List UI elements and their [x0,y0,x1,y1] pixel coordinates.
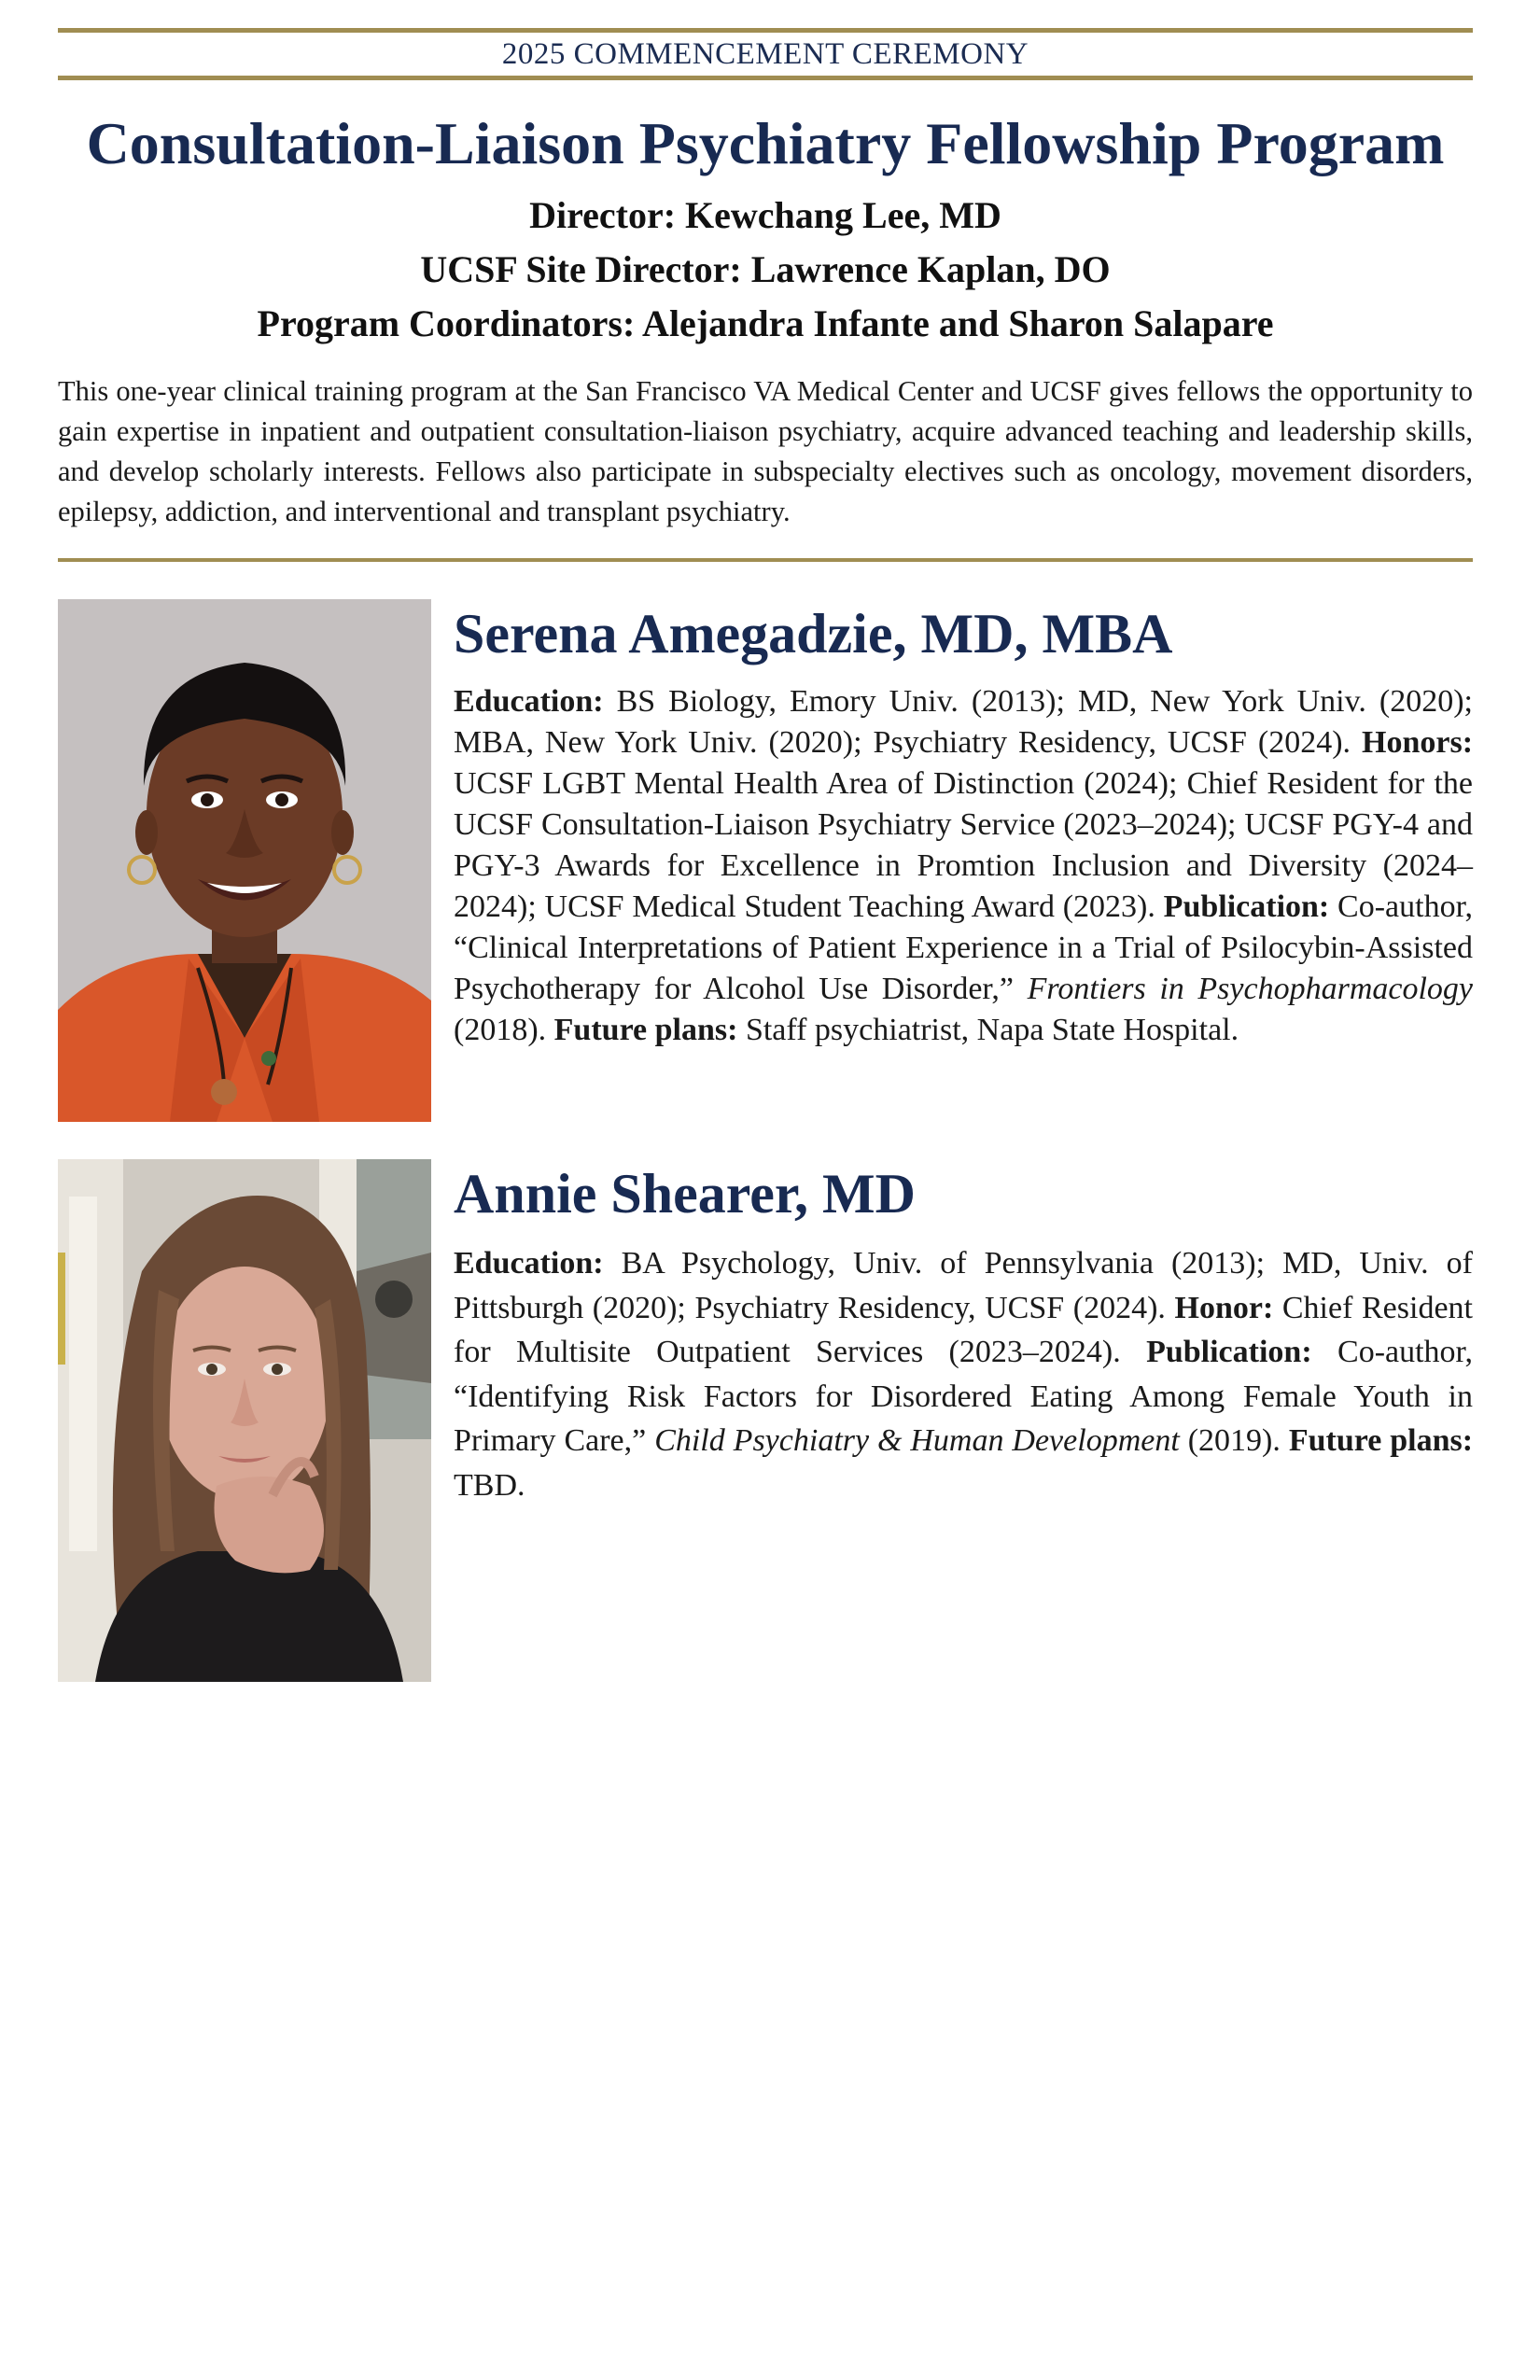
fellow-name: Annie Shearer, MD [454,1163,916,1225]
education-label: Education: [454,1246,604,1281]
section-gold-rule [58,558,1473,562]
honors-text: Chief Resident for Multisite Outpatient Services (2023–2024). [454,1290,1473,1369]
site-director-line: UCSF Site Director: Lawrence Kaplan, DO [420,248,1111,290]
journal-title: Frontiers in Psychopharmacology [1027,972,1474,1006]
journal-year: (2019). [1187,1423,1281,1458]
fellow-photo [58,1159,431,1682]
journal-year: (2018). [454,1013,547,1047]
fellow-bio [454,681,1473,1051]
fellow-bio [454,1241,1473,1507]
program-title: Consultation-Liaison Psychiatry Fellowship Program [86,110,1445,176]
program-description: This one-year clinical training program at the San Francisco VA Medical Center and UCSF gives fellows the opportunity to gain expertise in inpatient and outpatient consultation-liaison psychiatry, acquire advanced teaching and leadership skills, and develop scholarly interests. Fellows also participate in subspecialty electives such as oncology, movement disorders, epilepsy, addiction, and interventional and transplant psychiatry. [58,375,1473,527]
education-text: BS Biology, Emory Univ. (2013); MD, New York Univ. (2020); MBA, New York Univ. (2020); Psychiatry Residency, UCSF (2024). [454,684,1473,760]
journal-title: Child Psychiatry & Human Development [654,1423,1180,1458]
ceremony-heading: 2025 COMMENCEMENT CEREMONY [501,37,1029,71]
program-page [58,28,1473,1682]
publication-label: Publication: [1163,889,1330,924]
future-plans-text: TBD. [454,1467,525,1503]
publication-label: Publication: [1146,1335,1312,1369]
honors-text: UCSF LGBT Mental Health Area of Distinction (2024); Chief Resident for the UCSF Consultation-Liaison Psychiatry Service (2023–2024); UCSF PGY-4 and PGY-3 Awards for Excellence in Promtion Inclusion and Diversity (2024–2024); UCSF Medical Student Teaching Award (2023). [454,766,1473,924]
publication-text: Co-author, “Clinical Interpretations of Patient Experience in a Trial of Psilocybin-Assisted Psychotherapy for Alcohol Use Disorder,” [454,889,1474,1006]
fellow-bio-column [454,1159,1473,1507]
portrait-image [58,599,431,1122]
publication-text: Co-author, “Identifying Risk Factors for Disordered Eating Among Female Youth in Primary Care,” [454,1335,1474,1458]
honors-label: Honor: [1174,1290,1274,1325]
future-plans-label: Future plans: [1288,1423,1474,1458]
fellow-bio-column [454,599,1473,1051]
second-gold-rule [58,76,1473,80]
education-label: Education: [454,684,604,719]
portrait-image [58,1159,431,1682]
fellow-entry [58,599,1473,1122]
future-plans-label: Future plans: [553,1013,738,1047]
top-gold-rule [58,28,1473,33]
education-text: BA Psychology, Univ. of Pennsylvania (2013); MD, Univ. of Pittsburgh (2020); Psychiatry Residency, UCSF (2024). [454,1246,1473,1325]
fellow-entry [58,1159,1473,1682]
fellow-photo [58,599,431,1122]
director-line: Director: Kewchang Lee, MD [529,194,1001,236]
fellow-name: Serena Amegadzie, MD, MBA [454,603,1173,665]
coordinators-line: Program Coordinators: Alejandra Infante and Sharon Salapare [257,302,1274,344]
honors-label: Honors: [1362,725,1474,760]
future-plans-text: Staff psychiatrist, Napa State Hospital. [745,1013,1239,1047]
